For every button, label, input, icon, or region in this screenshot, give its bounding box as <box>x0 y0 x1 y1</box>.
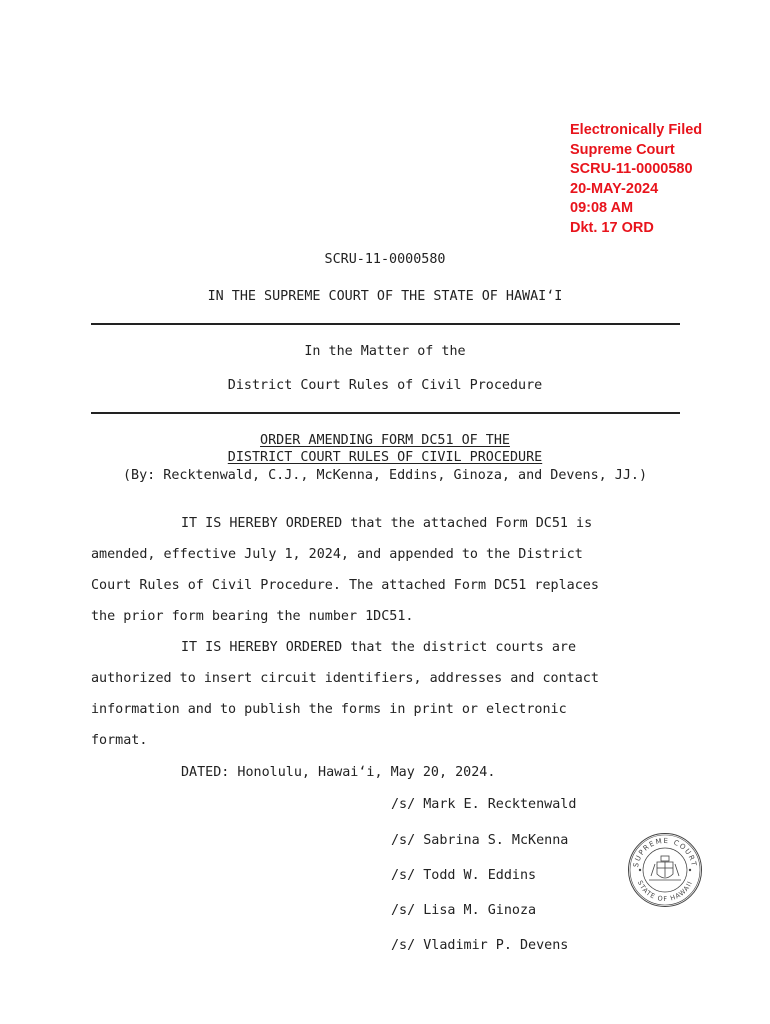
seal-bottom-text: STATE OF HAWAII <box>635 879 695 904</box>
order-title-line-1: ORDER AMENDING FORM DC51 OF THE <box>260 433 510 448</box>
stamp-line: Supreme Court <box>570 141 675 158</box>
body-line: Court Rules of Civil Procedure. The attached Form DC51 replaces <box>91 578 599 593</box>
stamp-line: 20-MAY-2024 <box>570 180 659 197</box>
order-panel: (By: Recktenwald, C.J., McKenna, Eddins, Ginoza, and Devens, JJ.) <box>122 468 648 483</box>
filing-stamp <box>570 121 702 238</box>
body-line: the prior form bearing the number 1DC51. <box>91 609 414 624</box>
body-line: format. <box>91 733 148 748</box>
signature-line: /s/ Mark E. Recktenwald <box>391 797 577 812</box>
body-line: amended, effective July 1, 2024, and appended to the District <box>91 547 583 562</box>
signature-line: /s/ Vladimir P. Devens <box>391 938 569 953</box>
body-line: IT IS HEREBY ORDERED that the attached Form DC51 is <box>181 516 593 531</box>
matter-line-2: District Court Rules of Civil Procedure <box>227 378 543 393</box>
stamp-line: Dkt. 17 ORD <box>570 219 654 236</box>
court-name: IN THE SUPREME COURT OF THE STATE OF HAWAIʻI <box>207 289 563 304</box>
stamp-line: Electronically Filed <box>570 122 703 138</box>
stamp-line: 09:08 AM <box>570 200 634 216</box>
svg-text:STATE OF HAWAII <box>636 879 694 903</box>
docket-number: SCRU-11-0000580 <box>324 252 446 267</box>
signature-line: /s/ Todd W. Eddins <box>391 868 537 883</box>
body-line: information and to publish the forms in print or electronic <box>91 702 567 717</box>
body-line: IT IS HEREBY ORDERED that the district courts are <box>181 640 577 655</box>
body-line: authorized to insert circuit identifiers, addresses and contact <box>91 671 599 686</box>
caption-rule-bottom <box>91 412 680 414</box>
caption-rule-top <box>91 323 680 325</box>
signature-line: /s/ Sabrina S. McKenna <box>391 833 569 848</box>
seal-top-text: SUPREME COURT <box>632 836 698 868</box>
dated-line: DATED: Honolulu, Hawaiʻi, May 20, 2024. <box>181 765 496 780</box>
order-title-line-2: DISTRICT COURT RULES OF CIVIL PROCEDURE <box>227 450 543 465</box>
court-seal-icon <box>627 832 703 908</box>
matter-line-1: In the Matter of the <box>304 344 466 359</box>
stamp-line: SCRU-11-0000580 <box>570 161 693 177</box>
signature-line: /s/ Lisa M. Ginoza <box>391 903 537 918</box>
